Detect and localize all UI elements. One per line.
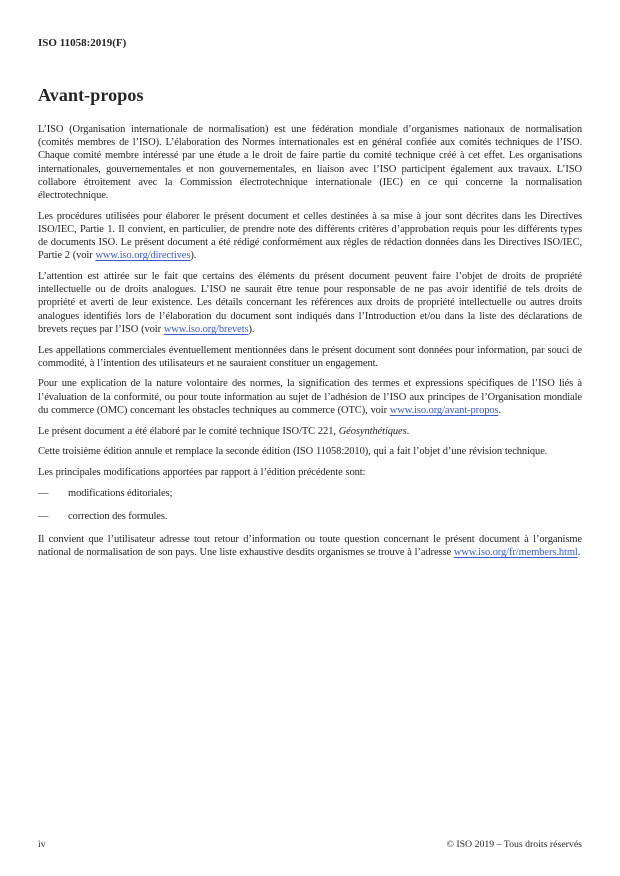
text-run: Les appellations commerciales éventuellement mentionnées dans le présent document sont données pour information, par souci de commodité, à l’intention des utilisateurs et ne sauraient constituer un engagement. bbox=[38, 344, 582, 369]
italic-term: Géosynthétiques bbox=[338, 425, 407, 437]
page-title: Avant-propos bbox=[38, 85, 144, 105]
paragraph bbox=[38, 466, 582, 479]
text-run: Pour une explication de la nature volontaire des normes, la signification des termes et expressions spécifiques de l’ISO liés à l’évaluation de la conformité, ou pour toute information au sujet de l’adhésion de l’ISO aux principes de l’Organisation mondiale du commerce (OMC) concernant les obstacles techniques au commerce (OTC), voir bbox=[38, 378, 582, 416]
list-dash: — bbox=[38, 487, 49, 499]
list-dash: — bbox=[38, 510, 49, 522]
link-iso-avant-propos[interactable]: www.iso.org/avant-propos bbox=[389, 404, 499, 416]
text-run: ). bbox=[248, 323, 255, 335]
list-item-text bbox=[68, 510, 167, 523]
list-item-text bbox=[68, 487, 172, 500]
link-iso-members[interactable]: www.iso.org/fr/members.html bbox=[453, 547, 578, 559]
paragraph bbox=[38, 270, 582, 336]
paragraph bbox=[38, 377, 582, 417]
text-run: Les principales modifications apportées par rapport à l’édition précédente sont: bbox=[38, 466, 366, 478]
link-iso-directives[interactable]: www.iso.org/directives bbox=[95, 250, 191, 262]
doc-reference: ISO 11058:2019(F) bbox=[38, 37, 127, 49]
text-run: . bbox=[406, 425, 410, 437]
text-run: L’ISO (Organisation internationale de normalisation) est une fédération mondiale d’organismes nationaux de normalisation (comités membres de l’ISO). L’élaboration des Normes internationales est en général confiée aux comités techniques de l’ISO. Chaque comité membre intéressé par une étude a le droit de faire partie du comité technique créé à cet effet. Les organisations internationales, gouvernementales et non gouvernementales, en liaison avec l’ISO participent également aux travaux. L’ISO collabore étroitement avec la Commission électrotechnique internationale (IEC) en ce qui concerne la normalisation électrotechnique. bbox=[38, 124, 582, 202]
document-header bbox=[38, 33, 582, 51]
text-run: ). bbox=[190, 250, 197, 262]
paragraph bbox=[38, 425, 582, 438]
link-iso-brevets[interactable]: www.iso.org/brevets bbox=[163, 323, 249, 335]
text-run: L’attention est attirée sur le fait que certains des éléments du présent document peuvent faire l’objet de droits de propriété intellectuelle ou de droits analogues. L’ISO ne saurait être tenue pour responsable de ne pas avoir identifié de tels droits de propriété et averti de leur existence. Les détails concernant les références aux droits de propriété intellectuelle ou autres droits analogues identifiés lors de l’élaboration du document sont indiqués dans l’Introduction et/ou dans la liste des déclarations de brevets reçues par l’ISO (voir bbox=[38, 271, 582, 335]
text-run: modifications éditoriales; bbox=[68, 487, 173, 499]
list-item bbox=[38, 487, 582, 500]
foreword-body bbox=[38, 123, 582, 559]
paragraph bbox=[38, 344, 582, 370]
paragraph bbox=[38, 210, 582, 263]
text-run: Le présent document a été élaboré par le comité technique ISO/TC 221, bbox=[38, 425, 339, 437]
list-item bbox=[38, 510, 582, 523]
page-number: iv bbox=[38, 839, 46, 850]
text-run: Les procédures utilisées pour élaborer le présent document et celles destinées à sa mise à jour sont décrites dans les Directives ISO/IEC, Partie 1. Il convient, en particulier, de prendre note des différents critères d’approbation requis pour les différents types de documents ISO. Le présent document a été rédigé conformément aux règles de rédaction données dans les Directives ISO/IEC, Partie 2 (voir bbox=[38, 210, 582, 262]
text-run: . bbox=[577, 547, 581, 559]
text-run: correction des formules. bbox=[68, 510, 168, 522]
copyright-notice: © ISO 2019 – Tous droits réservés bbox=[446, 839, 582, 850]
paragraph bbox=[38, 445, 582, 458]
text-run: . bbox=[498, 404, 502, 416]
document-footer bbox=[38, 839, 582, 850]
paragraph bbox=[38, 533, 582, 559]
text-run: Cette troisième édition annule et remplace la seconde édition (ISO 11058:2010), qui a fait l’objet d’une révision technique. bbox=[38, 446, 548, 458]
paragraph bbox=[38, 123, 582, 202]
text-run: Il convient que l’utilisateur adresse tout retour d’information ou toute question concernant le présent document à l’organisme national de normalisation de son pays. Une liste exhaustive desdits organismes se trouve à l’adresse bbox=[38, 534, 582, 559]
